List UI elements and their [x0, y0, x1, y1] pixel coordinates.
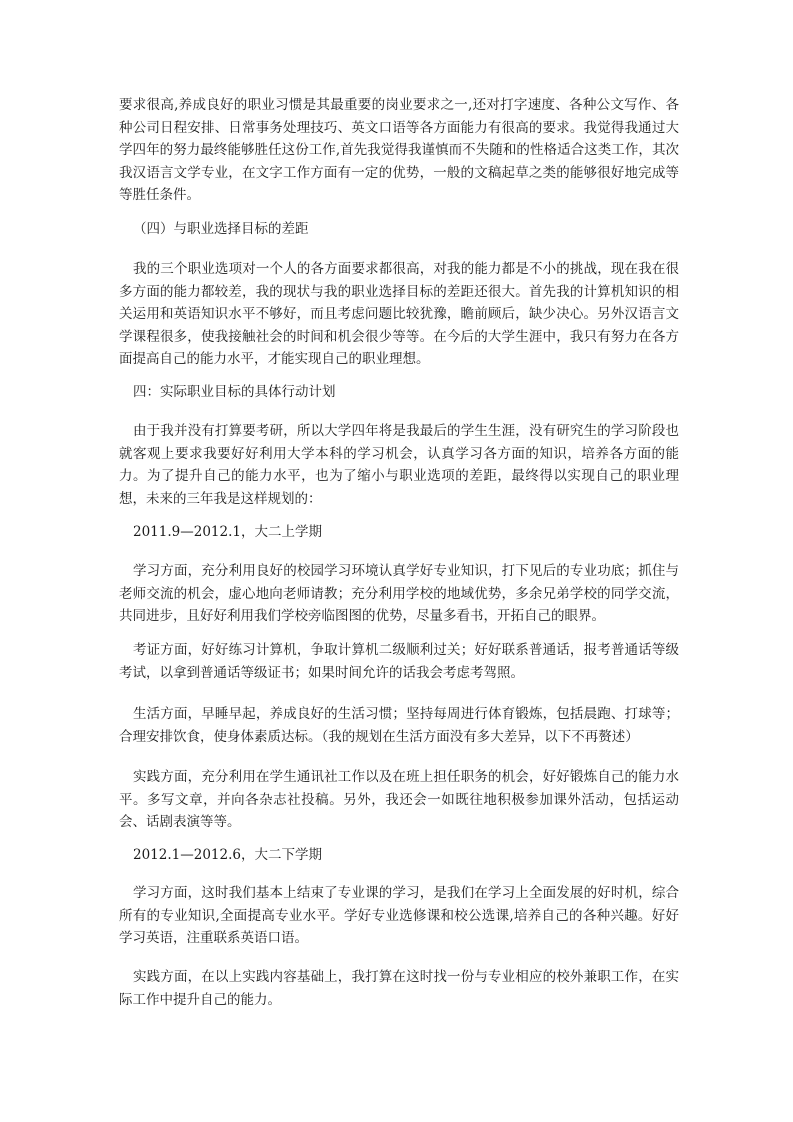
paragraph-gap: 我的三个职业选项对一个人的各方面要求都很高，对我的能力都是不小的挑战，现在我在很多方面的能力都较差，我的现状与我的职业选择目标的差距还很大。首先我的计算机知识的相关运用和英语知识水平不够好，而且考虑问题比较犹豫，瞻前顾后，缺少决心。另外汉语言文学课程很多，使我接触社会的时间和机会很少等等。在今后的大学生涯中，我只有努力在各方面提高自己的能力水平，才能实现自己的职业理想。 [119, 261, 679, 367]
section-heading-term-1: 2011.9—2012.1，大二上学期 [133, 524, 322, 540]
paragraph-practice-1: 实践方面，充分利用在学生通讯社工作以及在班上担任职务的机会，好好锻炼自己的能力水平。多写文章，并向各杂志社投稿。另外，我还会一如既往地积极参加课外活动，包括运动会、话剧表演等等。 [119, 769, 679, 830]
paragraph-job-requirements: 要求很高,养成良好的职业习惯是其最重要的岗业要求之一,还对打字速度、各种公文写作、各种公司日程安排、日常事务处理技巧、英文口语等各方面能力有很高的要求。我觉得我通过大学四年的努力最终能够胜任这份工作,首先我觉得我谨慎而不失随和的性格适合这类工作，其次我汉语言文学专业，在文字工作方面有一定的优势，一般的文稿起草之类的能够很好地完成等等胜任条件。 [119, 97, 679, 203]
paragraph-study-2: 学习方面，这时我们基本上结束了专业课的学习，是我们在学习上全面发展的好时机，综合所有的专业知识,全面提高专业水平。学好专业选修课和校公选课,培养自己的各种兴趣。好好学习英语，注重联系英语口语。 [119, 885, 679, 946]
section-heading-action-plan: 四：实际职业目标的具体行动计划 [133, 384, 336, 400]
section-heading-term-2: 2012.1—2012.6，大二下学期 [133, 847, 322, 863]
paragraph-study-1: 学习方面，充分利用良好的校园学习环境认真学好专业知识，打下见后的专业功底；抓住与老师交流的机会，虚心地向老师请教；充分利用学校的地域优势，多余兄弟学校的同学交流，共同进步，且好好利用我们学校旁临图图的优势，尽量多看书，开拓自己的眼界。 [119, 563, 679, 624]
paragraph-practice-2: 实践方面，在以上实践内容基础上，我打算在这时找一份与专业相应的校外兼职工作，在实际工作中提升自己的能力。 [119, 969, 679, 1008]
paragraph-certificates: 考证方面，好好练习计算机，争取计算机二级顺利过关；好好联系普通话，报考普通话等级考试，以拿到普通话等级证书；如果时间允许的话我会考虑考驾照。 [119, 642, 679, 681]
paragraph-life: 生活方面，早睡早起，养成良好的生活习惯；坚持每周进行体育锻炼，包括晨跑、打球等；合理安排饮食，使身体素质达标。（我的规划在生活方面没有多大差异，以下不再赘述） [119, 706, 679, 745]
paragraph-plan-intro: 由于我并没有打算要考研，所以大学四年将是我最后的学生生涯，没有研究生的学习阶段也就客观上要求我要好好利用大学本科的学习机会，认真学习各方面的知识，培养各方面的能力。为了提升自己的能力水平，也为了缩小与职业选项的差距，最终得以实现自己的职业理想，未来的三年我是这样规划的： [119, 423, 679, 507]
section-heading-gap: （四）与职业选择目标的差距 [133, 221, 309, 237]
